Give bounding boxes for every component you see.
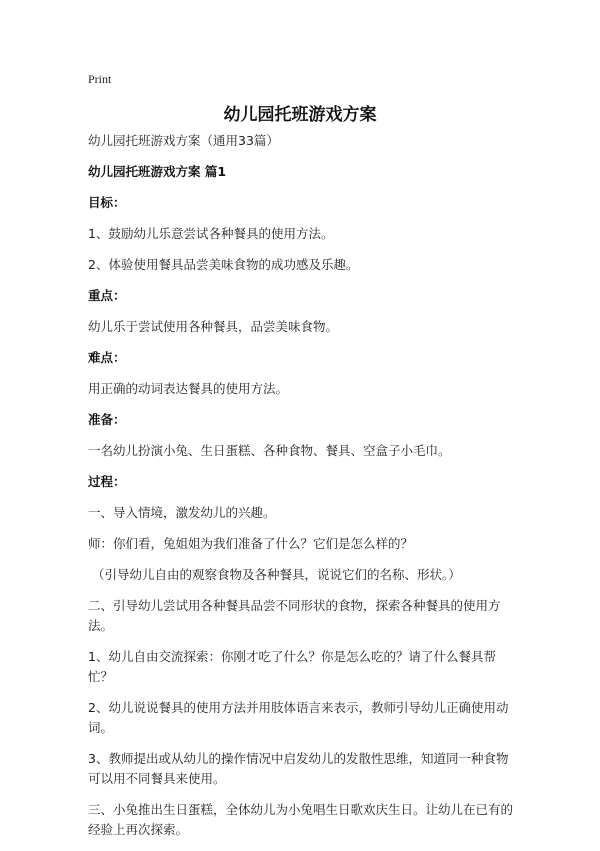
subtitle: 幼儿园托班游戏方案（通用33篇） — [88, 133, 279, 148]
prep-text: 一名幼儿扮演小兔、生日蛋糕、各种食物、餐具、空盒子小毛巾。 — [88, 443, 451, 458]
process-heading: 过程： — [88, 474, 126, 489]
goal-heading: 目标： — [88, 195, 126, 210]
goal-item-2: 2、体验使用餐具品尝美味食物的成功感及乐趣。 — [88, 257, 359, 272]
key-heading: 重点： — [88, 288, 126, 303]
process-step-3: 三、小兔推出生日蛋糕，全体幼儿为小兔唱生日歌欢庆生日。让幼儿在已有的经验上再次探索。 — [88, 802, 514, 837]
key-text: 幼儿乐于尝试使用各种餐具，品尝美味食物。 — [88, 319, 339, 334]
process-step-2-2: 2、幼儿说说餐具的使用方法并用肢体语言来表示，教师引导幼儿正确使用动词。 — [88, 700, 509, 735]
process-step-1-note: （引导幼儿自由的观察食物及各种餐具，说说它们的名称、形状。） — [92, 567, 461, 582]
difficulty-text: 用正确的动词表达餐具的使用方法。 — [88, 381, 289, 396]
process-step-2: 二、引导幼儿尝试用各种餐具品尝不同形状的食物，探索各种餐具的使用方法。 — [88, 598, 501, 633]
process-step-2-1: 1、幼儿自由交流探索：你刚才吃了什么？你是怎么吃的？请了什么餐具帮忙？ — [88, 649, 496, 684]
prep-heading: 准备： — [88, 412, 126, 427]
print-label: Print — [88, 72, 112, 86]
process-step-1-teacher: 师：你们看，兔姐姐为我们准备了什么？它们是怎么样的？ — [88, 536, 414, 551]
document-title: 幼儿园托班游戏方案 — [223, 105, 377, 125]
section-title: 幼儿园托班游戏方案 篇1 — [88, 164, 227, 179]
document-body — [88, 131, 518, 851]
difficulty-heading: 难点： — [88, 350, 126, 365]
process-step-1: 一、导入情境，激发幼儿的兴趣。 — [88, 505, 276, 520]
process-step-2-3: 3、教师提出或从幼儿的操作情况中启发幼儿的发散性思维，知道同一种食物可以用不同餐具来使用。 — [88, 751, 509, 786]
goal-item-1: 1、鼓励幼儿乐意尝试各种餐具的使用方法。 — [88, 226, 334, 241]
